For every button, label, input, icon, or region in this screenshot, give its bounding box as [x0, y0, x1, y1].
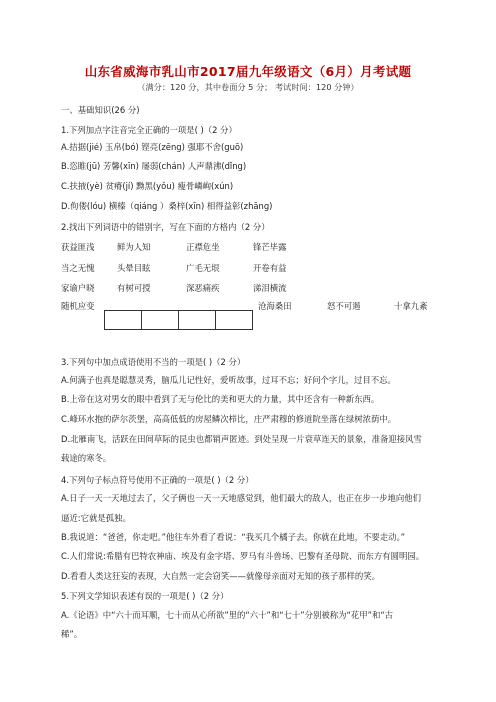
question-4-option-d: D.看看人类这狂妄的表现，大自然一定会窃笑——就像母亲面对无知的孩子那样的笑。 [61, 571, 380, 581]
answer-box[interactable] [178, 310, 216, 330]
question-3-option-a: A.何满子也真是聪慧灵秀，脑瓜儿记性好，爱听故事，过耳不忘；好问个字儿，过目不忘。 [61, 375, 396, 385]
page-title: 山东省威海市乳山市2017届九年级语文（6月）月考试题 [84, 64, 412, 79]
word-item: 涕泪横流 [253, 283, 287, 293]
word-item: 随机应变 [61, 301, 95, 311]
question-4-option-b: B.我说道：“爸爸，你走吧。”他往车外看了看说：“我买几个橘子去。你就在此地，不要走动。” [61, 532, 405, 542]
answer-box[interactable] [215, 310, 253, 330]
word-item: 十拿九紊 [394, 301, 428, 311]
word-item: 开卷有益 [253, 263, 287, 273]
word-item: 有树可授 [117, 283, 151, 293]
question-1-option-a: A.拮据(jié) 玉帛(bó) 铿亮(zēng) 强耶不舍(guō) [61, 142, 244, 152]
word-item: 怒不可遏 [327, 301, 361, 311]
question-3-option-d: D.北雁南飞，活跃在田间草际的昆虫也都销声匿迹。到处呈现一片衰草连天的景象，准备迎接风雪 [61, 434, 422, 444]
word-item: 获益匪浅 [61, 242, 95, 252]
section-heading: 一、基础知识(26 分) [61, 105, 140, 115]
word-item: 当之无愧 [61, 263, 95, 273]
word-item: 正襟危坐 [186, 242, 220, 252]
question-1-option-d: D.佝偻(lóu) 横榛（qiáng ）桑梓(xīn) 相得益彰(zhāng) [61, 201, 273, 211]
question-1-option-b: B.恣睢(jū) 芳馨(xīn) 屡弱(chán) 人声鼎沸(dǐng) [61, 161, 247, 171]
question-2-stem: 2.找出下列词语中的错别字，写在下面的方格内（2 分） [61, 222, 270, 232]
answer-grid [104, 310, 253, 330]
question-4-option-a: A.日子一天一天地过去了，父子俩也一天一天地感觉到，他们最大的敌人，也正在步一步地向他们 [61, 493, 421, 503]
word-item: 广毛无垠 [186, 263, 220, 273]
word-item: 沧海桑田 [258, 301, 292, 311]
answer-box[interactable] [104, 310, 142, 330]
question-5-option-a-cont: 稀”。 [61, 629, 83, 639]
question-4-option-c: C.人们常说:希腊有巴特农神庙、埃及有金字塔、罗马有斗兽场、巴黎有圣母院、而东方有圆明园。 [61, 551, 425, 561]
word-item: 深恶痛疾 [186, 283, 220, 293]
question-4-stem: 4.下列句子标点符号使用不正确的一项是( )（2 分） [61, 475, 254, 485]
word-item: 锋芒毕露 [253, 242, 287, 252]
question-5-stem: 5.下列文学知识表述有误的一项是( )（2 分） [61, 591, 229, 601]
question-1-option-c: C.扶掖(yè) 贫瘠(jí) 黝黑(yǒu) 瘦骨嶙峋(xún) [61, 181, 234, 191]
question-3-option-b: B.上帝在这对男女的眼中看到了无与伦比的美和更大的力量，其中还含有一种新东西。 [61, 394, 380, 404]
word-item: 家谕户晓 [61, 283, 95, 293]
word-item: 鲜为人知 [117, 242, 151, 252]
question-3-option-c: C.峰环水抱的萨尔茨堡，高高低低的房屋鳞次栉比，庄严肃穆的修道院坐落在绿树浓荫中。 [61, 414, 397, 424]
question-1-stem: 1.下列加点字注音完全正确的一项是( )（2 分） [61, 125, 237, 135]
answer-box[interactable] [141, 310, 179, 330]
question-5-option-a: A.《论语》中“六十而耳顺，七十而从心所欲”里的“六十”和“七十”分别被称为“花甲”和“古 [61, 610, 394, 620]
exam-info: （满分：120 分，其中卷面分 5 分； 考试时间：120 分钟） [137, 82, 359, 92]
question-4-option-a-cont: 逼近:它就是孤独。 [61, 513, 131, 523]
word-item: 头晕目眩 [117, 263, 151, 273]
question-3-option-d-cont: 载途的寒冬。 [61, 453, 112, 463]
question-3-stem: 3.下列句中加点成语使用不当的一项是( )（2 分） [61, 357, 246, 367]
